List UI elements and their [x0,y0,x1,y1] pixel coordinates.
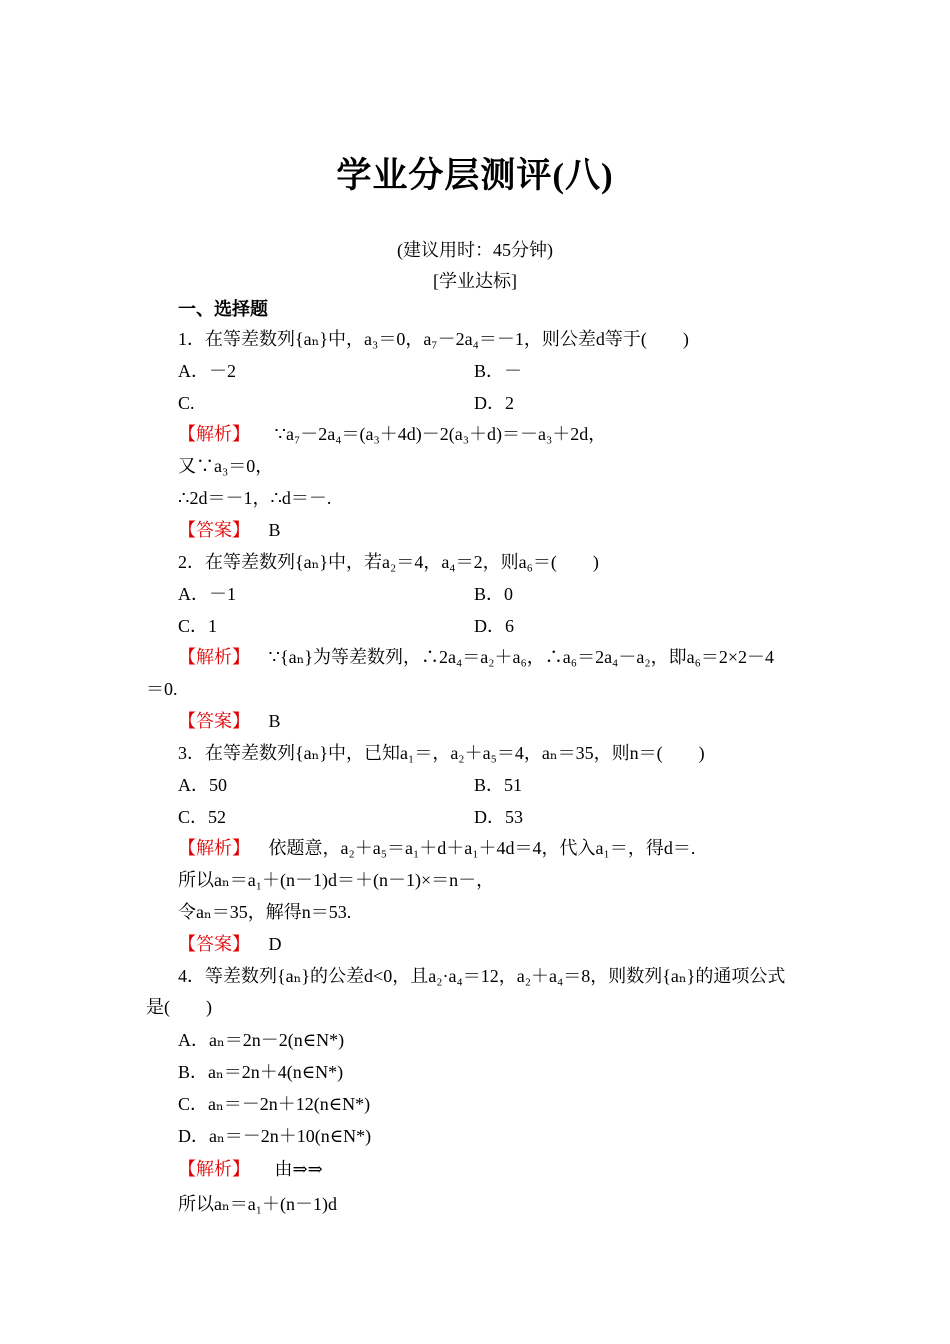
q4-option-b: B．aₙ＝2n＋4(n∈N*) [178,1062,344,1082]
q2-solution-line2: ＝0. [146,679,178,699]
q2-option-a: A．－1 [178,584,236,604]
q4-option-c: C．aₙ＝－2n＋12(n∈N*) [178,1094,371,1114]
q2-option-c: C．1 [178,616,218,636]
q4-solution-line2: 所以aₙ＝a₁＋(n－1)d [178,1194,338,1214]
daan-label: 【答案】 [178,934,250,954]
q3-option-c: C．52 [178,807,227,827]
page-title: 学业分层测评(八) [336,156,614,195]
q3-answer: 【答案】 D [178,934,282,954]
q3-option-a: A．50 [178,775,227,795]
level-heading: [学业达标] [433,271,517,291]
q1-option-c: C. [178,393,195,413]
time-hint: (建议用时：45分钟) [397,240,553,260]
q1-stem: 1．在等差数列{aₙ}中，a₃＝0，a₇－2a₄＝－1，则公差d等于( ) [178,329,689,349]
jiexi-label: 【解析】 [178,838,250,858]
q1-solution-line1: 【解析】 ∵a₇－2a₄＝(a₃＋4d)－2(a₃＋d)＝－a₃＋2d， [178,424,607,444]
q1-option-d: D．2 [474,393,514,413]
q3-solution-line1: 【解析】 依题意，a₂＋a₅＝a₁＋d＋a₁＋4d＝4，代入a₁＝，得d＝. [178,838,696,858]
jiexi-label: 【解析】 [178,424,250,444]
q4-stem-line2: 是( ) [146,997,212,1017]
q4-solution-line1: 【解析】 由⇒⇒ [178,1159,323,1179]
q3-option-b: B．51 [474,775,523,795]
q1-solution-line3: ∴2d＝－1，∴d＝－. [178,488,332,508]
daan-label: 【答案】 [178,711,250,731]
jiexi-label: 【解析】 [178,647,250,667]
q1-option-a: A．－2 [178,361,236,381]
daan-label: 【答案】 [178,520,250,540]
q2-solution-line1: 【解析】 ∵{aₙ}为等差数列，∴2a₄＝a₂＋a₆，∴a₆＝2a₄－a₂，即a₆＝2×2－4 [178,647,775,667]
q3-option-d: D．53 [474,807,523,827]
q3-stem: 3．在等差数列{aₙ}中，已知a₁＝，a₂＋a₅＝4，aₙ＝35，则n＝( ) [178,743,705,763]
q1-answer: 【答案】 B [178,520,281,540]
q2-stem: 2．在等差数列{aₙ}中，若a₂＝4，a₄＝2，则a₆＝( ) [178,552,599,572]
q1-option-b: B．－ [474,361,523,381]
q2-answer: 【答案】 B [178,711,281,731]
q1-solution-line2: 又∵a₃＝0， [178,456,274,476]
q4-option-a: A．aₙ＝2n－2(n∈N*) [178,1030,345,1050]
q2-option-b: B．0 [474,584,514,604]
q3-solution-line2: 所以aₙ＝a₁＋(n－1)d＝＋(n－1)×＝n－， [178,870,495,890]
section-heading: 一、选择题 [178,299,268,319]
q3-solution-line3: 令aₙ＝35，解得n＝53. [178,902,352,922]
q2-option-d: D．6 [474,616,514,636]
jiexi-label: 【解析】 [178,1159,250,1179]
q4-stem-line1: 4．等差数列{aₙ}的公差d<0，且a₂·a₄＝12，a₂＋a₄＝8，则数列{aₙ}的通项公式 [178,966,786,986]
q4-option-d: D．aₙ＝－2n＋10(n∈N*) [178,1126,372,1146]
